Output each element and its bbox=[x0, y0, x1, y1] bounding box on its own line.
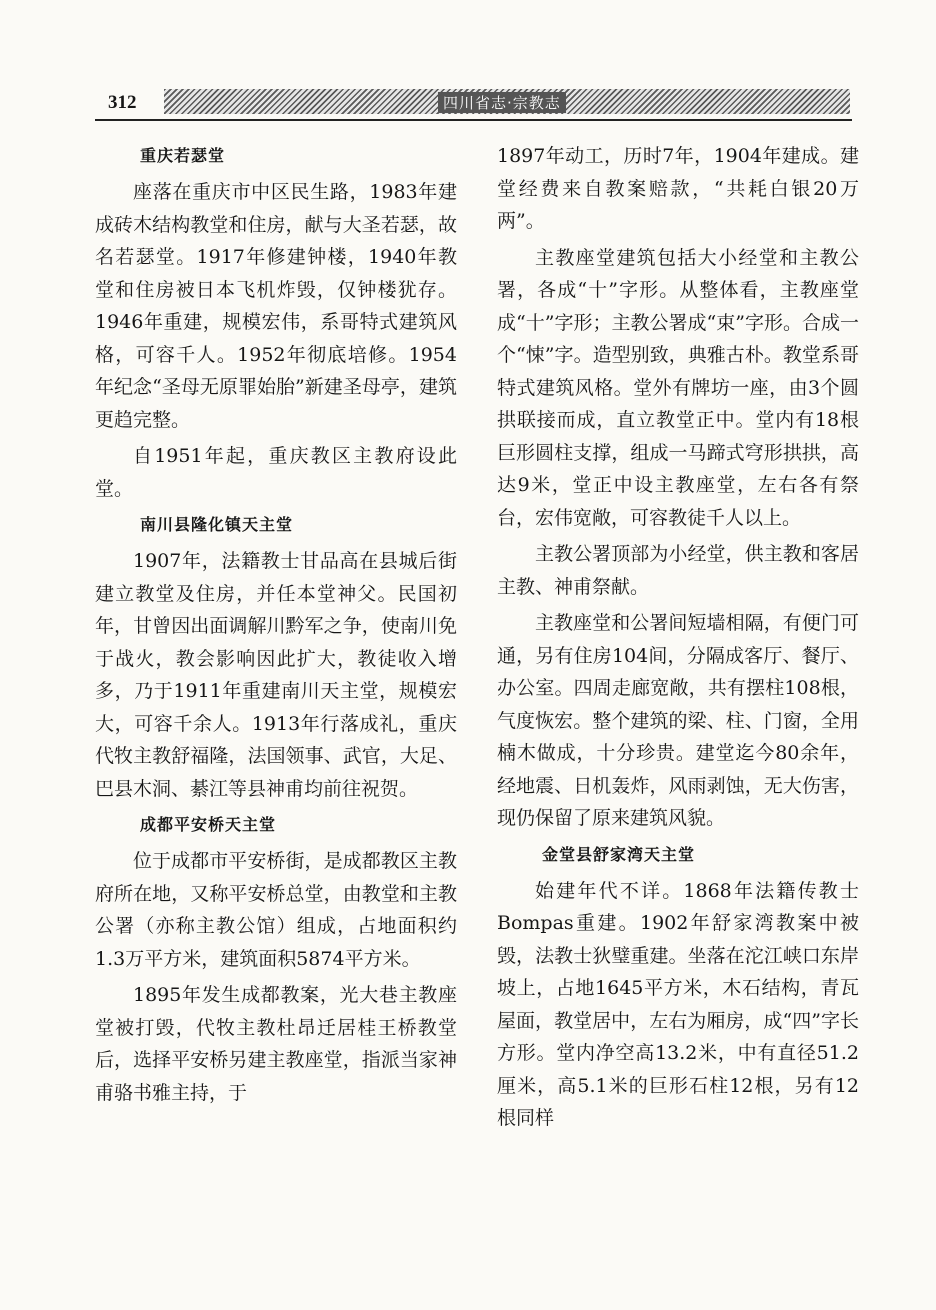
section-heading-nanchuan: 南川县隆化镇天主堂 bbox=[140, 515, 294, 534]
section-heading-chengdu: 成都平安桥天主堂 bbox=[140, 815, 277, 834]
paragraph: 1907年，法籍教士甘品高在县城后街建立教堂及住房，并任本堂神父。民国初年，甘曾因出面调解川黔军之争，使南川免于战火，教会影响因此扩大，教徒收入增多，乃于1911年重建南川天主堂，规模宏大，可容千余人。1913年行落成礼，重庆代牧主教舒福隆，法国领事、武官，大足、巴县木洞、綦江等县神甫均前往祝贺。 bbox=[95, 550, 457, 800]
section-heading-chongqing: 重庆若瑟堂 bbox=[140, 146, 226, 165]
section-heading-jintang: 金堂县舒家湾天主堂 bbox=[542, 844, 696, 864]
paragraph: 主教座堂和公署间短墙相隔，有便门可通，另有住房104间，分隔成客厅、餐厅、办公室。四周走廊宽敞，共有摆柱108根，气度恢宏。整个建筑的梁、柱、门窗，全用楠木做成，十分珍贵。建堂迄今80余年，经地震、日机轰炸，风雨剥蚀，无大伤害，现仍保留了原来建筑风貌。 bbox=[497, 612, 859, 829]
paragraph: 自1951年起，重庆教区主教府设此堂。 bbox=[95, 445, 457, 500]
paragraph: 始建年代不详。1868年法籍传教士Bompas重建。1902年舒家湾教案中被毁，法教士狄璧重建。坐落在沱江峡口东岸坡上，占地1645平方米，木石结构，青瓦屋面，教堂居中，左右为厢房，成“四”字长方形。堂内净空高13.2米，中有直径51.2厘米，高5.1米的巨形石柱12根，另有12根同样 bbox=[497, 879, 859, 1129]
header-rule bbox=[95, 119, 852, 121]
paragraph: 主教座堂建筑包括大小经堂和主教公署，各成“十”字形。从整体看，主教座堂成“十”字形；主教公署成“束”字形。合成一个“悚”字。造型别致，典雅古朴。教堂系哥特式建筑风格。堂外有牌坊一座，由3个圆拱联接而成，直立教堂正中。堂内有18根巨形圆柱支撑，组成一马蹄式穹形拱拱，高达9米，堂正中设主教座堂，左右各有祭台，宏伟宽敞，可容教徒千人以上。 bbox=[497, 246, 859, 529]
running-title: 四川省志·宗教志 bbox=[438, 92, 566, 113]
right-column bbox=[497, 140, 859, 1139]
paragraph: 主教公署顶部为小经堂，供主教和客居主教、神甫祭献。 bbox=[497, 543, 859, 598]
paragraph-continued: 1897年动工，历时7年，1904年建成。建堂经费来自教案赔款，“共耗白银20万两”。 bbox=[497, 145, 859, 232]
paragraph: 座落在重庆市中区民生路，1983年建成砖木结构教堂和住房，献与大圣若瑟，故名若瑟堂。1917年修建钟楼，1940年教堂和住房被日本飞机炸毁，仅钟楼犹存。1946年重建，规模宏伟，系哥特式建筑风格，可容千人。1952年彻底培修。1954年纪念“圣母无原罪始胎”新建圣母亭，建筑更趋完整。 bbox=[95, 181, 457, 431]
paragraph: 1895年发生成都教案，光大巷主教座堂被打毁，代牧主教杜昂迁居桂王桥教堂后，选择平安桥另建主教座堂，指派当家神甫骆书雅主持，于 bbox=[95, 984, 457, 1104]
left-column bbox=[95, 140, 457, 1113]
page-number: 312 bbox=[108, 92, 137, 113]
paragraph: 位于成都市平安桥街，是成都教区主教府所在地，又称平安桥总堂，由教堂和主教公署（亦称主教公馆）组成，占地面积约1.3万平方米，建筑面积5874平方米。 bbox=[95, 850, 457, 970]
